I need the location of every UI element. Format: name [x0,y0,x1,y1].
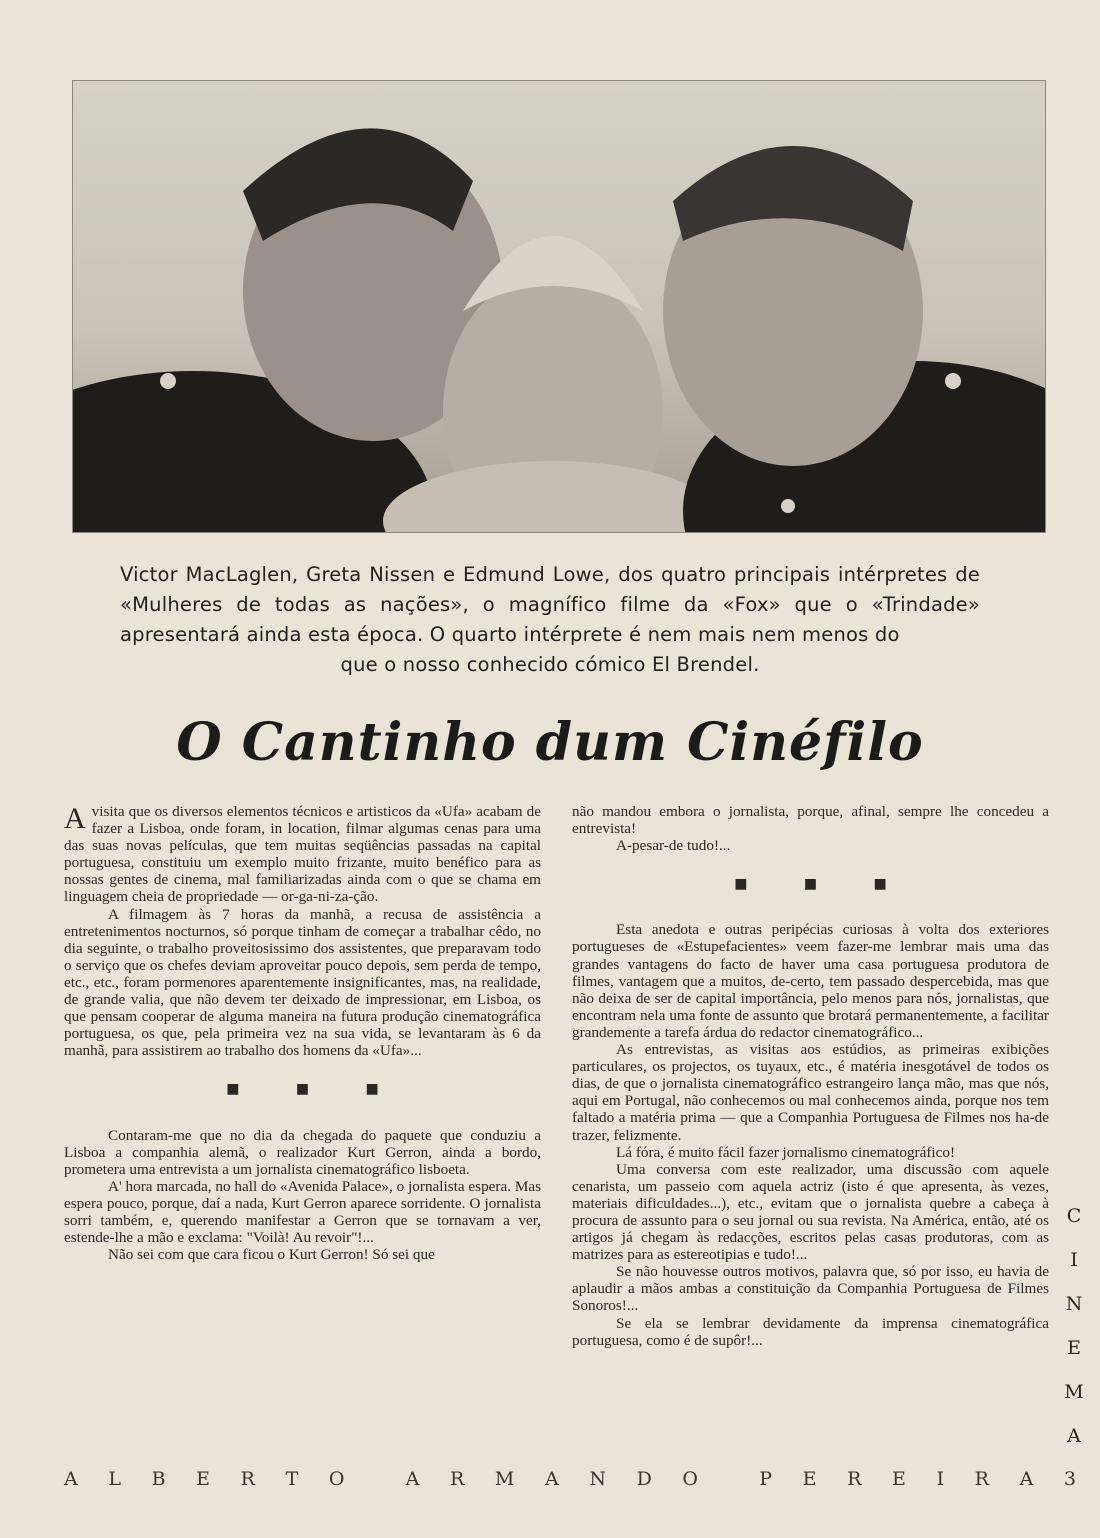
footer-letter: T [285,1468,299,1490]
side-letter: M [1064,1381,1084,1403]
section-separator: ■ ■ ■ [226,1081,405,1098]
side-title-cinema [1063,1205,1085,1469]
side-letter: E [1067,1337,1081,1359]
footer-letter: N [589,1468,606,1490]
footer-letter: E [196,1468,211,1490]
paragraph-11: Uma conversa com este realizador, uma discussão com aquele cenarista, um passeio com aquela actriz (isto é que apresenta, às vezes, materiais dificuldades...), etc., evitam que o jornalista quebre a cabeça à procura de assunto para o seu jornal ou sua revista. Na América, então, até os artigos já chegam às redacções, escritos pelas casas produtoras, com as matrizes para as estereotipias e tudo!... [572,1160,1049,1264]
paragraph-8: Esta anedota e outras peripécias curiosas à volta dos exteriores portugueses de «Estupefacientes» veem fazer-me lembrar mais uma das grandes vantagens do facto de haver uma casa portuguesa produtora de filmes, vantagem que a muitos, de-certo, tem passado despercebida, mas que não deixa de ser de capital importância, pelo menos para nós, jornalistas, que encontram nela uma fonte de assunto que brotará permanentemente, a facilitar grandemente a tarefa árdua do redactor cinematográfico... [572,921,1049,1041]
footer-letter: A [405,1468,420,1490]
photo-caption [120,560,980,680]
paragraph-12: Se não houvesse outros motivos, palavra que, só por isso, eu havia de aplaudir a mãos ambas a constituição da Companhia Portuguesa de Filmes Sonoros!... [572,1263,1049,1315]
footer-letter: R [847,1468,862,1490]
footer-letter: O [328,1468,345,1490]
paragraph-9: As entrevistas, as visitas aos estúdios, as primeiras exibições particulares, os projectos, os tuyaux, etc., é matéria inesgotável de todos os dias, de que o jornalista cinematográfico estrangeiro lança mão, mas que nós, aqui em Portugal, não conhecemos ou mal conhecemos ainda, porque nos tem faltado a matéria prima — que a Companhia Portuguesa de Filmes nos ha-de trazer, felizmente. [572,1041,1049,1144]
footer-letter: R [974,1468,989,1490]
footer-letter: P [759,1468,773,1490]
caption-last-line: que o nosso conhecido cómico El Brendel. [340,653,760,676]
paragraph-1-text: visita que os diversos elementos técnicos e artisticos da «Ufa» acabam de fazer a Lisboa, onde foram, in location, filmar algumas cenas para uma das suas novas películas, que tem muitas seqüências passadas na capital portuguesa, constituiu um exemplo muito frizante, muito benéfico para as nossas gentes de cinema, mal familiarizadas ainda com o que se chama em linguagem cheia de propriedade — or-ga-ni-za-ção. [64,803,541,906]
footer-letter: E [892,1468,906,1490]
left-column [64,803,541,1263]
photo-illustration [73,81,1045,532]
paragraph-4: A' hora marcada, no hall do «Avenida Palace», o jornalista espera. Mas espera pouco, porque, daí a nada, Kurt Gerron aparece sorridente. O jornalista sorri também, e, querendo manifestar a Gerron que se tornavam a ver, estende-lhe a mão e exclama: "Voilà! Au revoir"!... [64,1177,541,1247]
footer-letter: B [151,1468,166,1490]
paragraph-2: A filmagem às 7 horas da manhã, a recusa de assistência a entretenimentos nocturnos, só porque tinham de começar a trabalhar cêdo, no dia seguinte, o trabalho proveitosissimo dos assistentes, que preparavam todo o serviço que os chefes deviam aproveitar pouco depois, sem perda de tempo, etc., etc., foram pormenores aparentemente insignificantes, mas, na realidade, de grande valia, que não devem ter deixado de impressionar, em Lisboa, os que pensam cooperar de alguma maneira na futura produção cinematográfica portuguesa, os que, pela primeira vez na sua vida, se levantaram às 6 da manhã, para assistirem ao trabalho dos homens da «Ufa»... [64,905,541,1060]
caption-line-2: de «Mulheres de todas as nações», o magnífico filme da «Fox» que o «Trindade» [120,563,980,616]
footer-letter: R [450,1468,465,1490]
footer-letter: O [682,1468,698,1490]
caption-line-3: apresentará ainda esta época. O quarto intérprete é nem mais nem menos do [120,623,900,646]
dropcap: A [64,802,86,835]
caption-line-1: Victor MacLaglen, Greta Nissen e Edmund Lowe, dos quatro principais intérpretes [120,563,948,586]
side-letter: A [1067,1425,1081,1447]
footer-letter: I [936,1468,945,1490]
footer-letter: M [494,1468,515,1490]
side-letter: N [1065,1293,1083,1315]
article-headline: O Cantinho dum Cinéfilo [176,712,924,773]
footer-letter: R [240,1468,255,1490]
footer-letter: L [108,1468,121,1490]
section-separator: ■ ■ ■ [734,876,913,893]
paragraph-3: Contaram-me que no dia da chegada do paquete que conduziu a Lisboa a companhia alemã, o realizador Kurt Gerron, ainda a bordo, prometera uma entrevista a um jornalista cinematográfico lisboeta. [64,1126,541,1178]
side-letter: C [1066,1205,1082,1227]
footer-letter: D [636,1468,652,1490]
footer-letter: A [545,1468,559,1490]
footer-letter: A [1019,1468,1034,1490]
footer-author-line [64,1468,1076,1490]
paragraph-1 [64,803,541,906]
footer-letter: A [64,1468,78,1490]
paragraph-5: Não sei com que cara ficou o Kurt Gerron! Só sei que [108,1246,435,1264]
paragraph-10: Lá fóra, é muito fácil fazer jornalismo cinematográfico! [616,1143,956,1161]
side-letter: I [1070,1249,1078,1271]
page-number: 3 [1063,1468,1076,1490]
paragraph-7: A-pesar-de tudo!... [616,837,731,855]
film-still-photo [72,80,1046,533]
footer-letter: E [802,1468,817,1490]
paragraph-6: não mandou embora o jornalista, porque, afinal, sempre lhe concedeu a entrevista! [572,803,1049,838]
right-column [572,803,1049,1349]
paragraph-13: Se ela se lembrar devidamente da imprensa cinematográfica portuguesa, como é de supôr!... [572,1314,1049,1349]
